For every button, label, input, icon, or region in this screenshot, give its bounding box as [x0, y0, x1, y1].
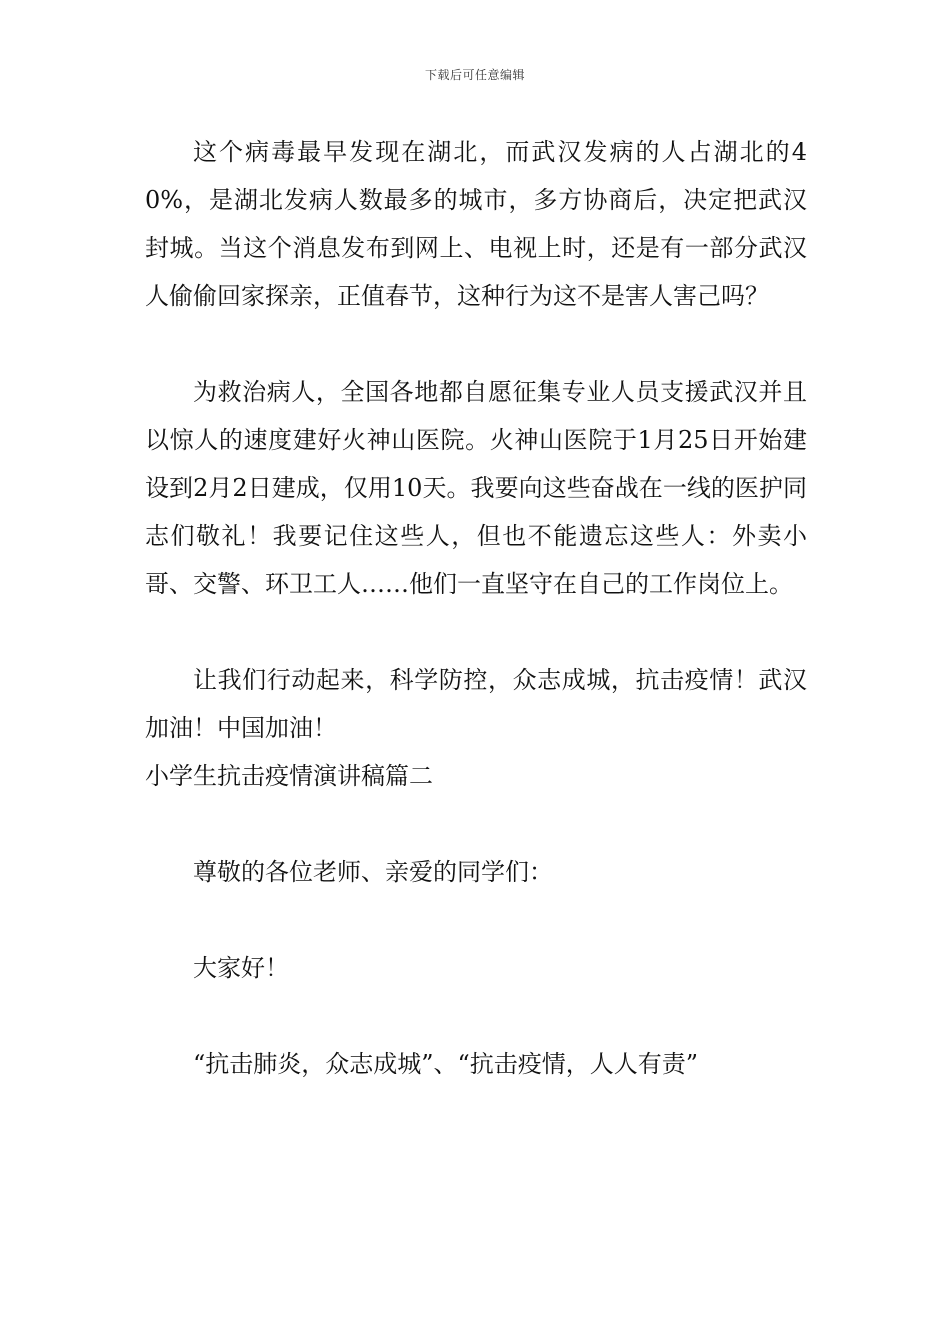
paragraph-2: 为救治病人，全国各地都自愿征集专业人员支援武汉并且以惊人的速度建好火神山医院。火神山医院于1月25日开始建设到2月2日建成，仅用10天。我要向这些奋战在一线的医护同志们敬礼！我要记住这些人，但也不能遗忘这些人：外卖小哥、交警、环卫工人……他们一直坚守在自己的工作岗位上。 — [145, 378, 807, 598]
paragraph-1: 这个病毒最早发现在湖北，而武汉发病的人占湖北的40%，是湖北发病人数最多的城市，多方协商后，决定把武汉封城。当这个消息发布到网上、电视上时，还是有一部分武汉人偷偷回家探亲，正值春节，这种行为这不是害人害己吗？ — [145, 138, 807, 310]
section-title: 小学生抗击疫情演讲稿篇二 — [145, 762, 433, 790]
paragraph-3: 让我们行动起来，科学防控，众志成城，抗击疫情！武汉加油！中国加油！ — [145, 666, 807, 742]
paragraph-spacer — [145, 992, 807, 1040]
paragraph-spacer — [145, 320, 807, 368]
paragraph-spacer — [145, 800, 807, 848]
document-body — [145, 128, 807, 1088]
paragraph-spacer — [145, 608, 807, 656]
paragraph-hello: 大家好！ — [193, 954, 289, 982]
paragraph-greeting: 尊敬的各位老师、亲爱的同学们： — [193, 858, 553, 886]
header-note: 下载后可任意编辑 — [424, 68, 525, 82]
paragraph-spacer — [145, 896, 807, 944]
paragraph-slogans: “抗击肺炎，众志成城”、“抗击疫情，人人有责” — [193, 1050, 699, 1078]
